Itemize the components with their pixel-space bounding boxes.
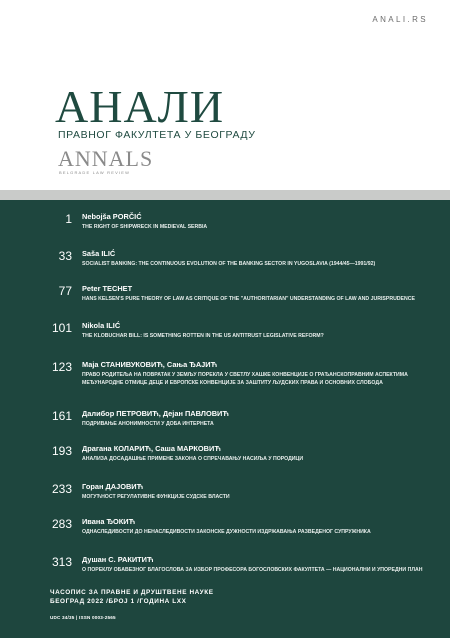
entry-title: МОГУЋНОСТ РЕГУЛАТИВНЕ ФУНКЦИЈЕ СУДСКЕ ВЛАСТИ — [82, 494, 230, 500]
entry-author: Peter TECHET — [82, 284, 133, 293]
journal-title: АНАЛИ — [55, 81, 225, 132]
entry-author: Горан ДАЈОВИЋ — [82, 482, 144, 491]
entry-page-number: 161 — [51, 409, 72, 423]
entry-author: Маја СТАНИВУКОВИЋ, Сања ЂАЈИЋ — [82, 360, 218, 369]
entry-page-number: 101 — [51, 321, 72, 335]
entry-page-number: 193 — [51, 444, 72, 458]
entry-title: ПРАВО РОДИТЕЉА НА ПОВРАТАК У ЗЕМЉУ ПОРЕКЛА У СВЕТЛУ ХАШКЕ КОНВЕНЦИЈЕ О ГРАЂАНСКОПРАВНИМ АСПЕКТИМА МЕЂУНАРОДНЕ ОТМИЦЕ ДЕЦЕ И ЕВРОПСКЕ КОНВЕНЦИЈЕ ЗА ЗАШТИТУ ЉУДСКИХ ПРАВА И ОСНОВНИХ СЛОБОДА — [82, 372, 408, 386]
cover-header — [0, 0, 450, 190]
journal-info — [50, 588, 410, 606]
entry-author: Душан С. РАКИТИЋ — [82, 555, 154, 564]
entry-page-number: 283 — [51, 517, 72, 531]
entry-title: ПОДРИВАЊЕ АНОНИМНОСТИ У ДОБА ИНТЕРНЕТА — [82, 421, 214, 427]
entry-page-number: 233 — [51, 482, 72, 496]
entry-page-number: 313 — [51, 555, 72, 569]
entry-author: Далибор ПЕТРОВИЋ, Дејан ПАВЛОВИЋ — [82, 409, 229, 418]
entry-author: Nebojša PORČIĆ — [82, 212, 142, 221]
entry-title: АНАЛИЗА ДОСАДАШЊЕ ПРИМЕНЕ ЗАКОНА О СПРЕЧАВАЊУ НАСИЉА У ПОРОДИЦИ — [82, 456, 304, 462]
entry-page-number: 33 — [58, 249, 72, 263]
entry-author: Драгана КОЛАРИЋ, Саша МАРКОВИЋ — [82, 444, 221, 453]
entry-page-number: 1 — [65, 212, 72, 226]
divider-band — [0, 190, 450, 200]
entry-page-number: 123 — [51, 360, 72, 374]
entry-author: Ивана ЂОКИЋ — [82, 517, 136, 526]
table-of-contents — [0, 200, 450, 638]
entry-title: О ПОРЕКЛУ ОБАВЕЗНОГ БЛАГОСЛОВА ЗА ИЗБОР ПРОФЕСОРА БОГОСЛОВСКИХ ФАКУЛТЕТА — НАЦИОНАЛНИ И УПОРЕДНИ ПЛАН — [82, 567, 423, 573]
entry-author: Nikola ILIĆ — [82, 321, 121, 330]
entry-title: SOCIALIST BANKING: THE CONTINUOUS EVOLUTION OF THE BANKING SECTOR IN YUGOSLAVIA (1944/45—1991/92) — [82, 261, 376, 267]
issue-info: БЕОГРАД 2022 /БРОЈ 1 /ГОДИНА LXX — [50, 598, 187, 605]
annals-subtitle: BELGRADE LAW REVIEW — [59, 170, 131, 175]
entry-page-number: 77 — [58, 284, 72, 298]
entry-title: HANS KELSEN'S PURE THEORY OF LAW AS CRITIQUE OF THE "AUTHORITARIAN" UNDERSTANDING OF LAW AND JURISPRUDENCE — [82, 296, 415, 302]
entry-title: THE RIGHT OF SHIPWRECK IN MEDIEVAL SERBIA — [82, 224, 208, 230]
entry-author: Saša ILIĆ — [82, 249, 116, 258]
journal-subtitle: ПРАВНОГ ФАКУЛТЕТА У БЕОГРАДУ — [58, 129, 256, 141]
annals-logo-text: ANNALS — [58, 146, 154, 171]
site-url[interactable]: ANALI.RS — [372, 15, 428, 24]
udc-issn: UDC 34/35 | ISSN 0003-2565 — [50, 615, 116, 620]
entry-title: THE KLOBUCHAR BILL: IS SOMETHING ROTTEN IN THE US ANTITRUST LEGISLATIVE REFORM? — [82, 333, 324, 339]
entry-title: ОДНАСЛЕДИВОСТИ ДО НЕНАСЛЕДИВОСТИ ЗАКОНСКЕ ДУЖНОСТИ ИЗДРЖАВАЊА РАЗВЕДЕНОГ СУПРУЖНИКА — [82, 529, 371, 535]
journal-description: ЧАСОПИС ЗА ПРАВНЕ И ДРУШТВЕНЕ НАУКЕ — [50, 589, 214, 596]
